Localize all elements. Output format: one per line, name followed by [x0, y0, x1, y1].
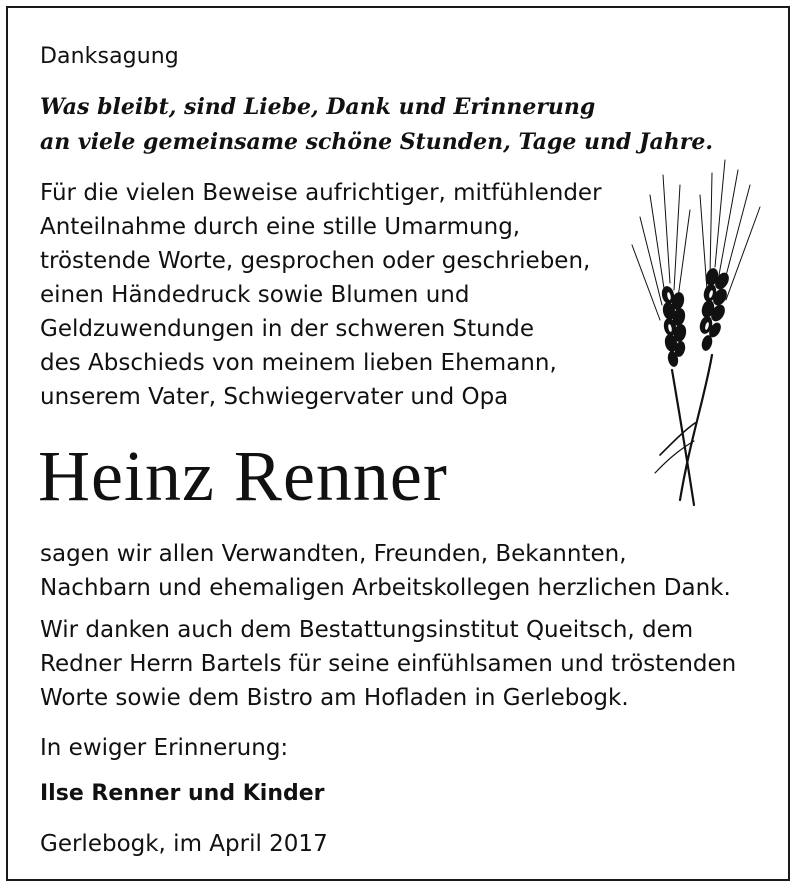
- intro-line-2: Anteilnahme durch eine stille Umarmung,: [40, 214, 521, 240]
- intro-line-4: einen Händedruck sowie Blumen und: [40, 282, 470, 308]
- place-date: Gerlebogk, im April 2017: [40, 831, 328, 857]
- additional-line-2: Redner Herrn Bartels für seine einfühlsamen und tröstenden: [40, 651, 737, 677]
- signature: Ilse Renner und Kinder: [40, 781, 325, 806]
- additional-line-1: Wir danken auch dem Bestattungsinstitut Queitsch, dem: [40, 617, 694, 643]
- motto-line-1: Was bleibt, sind Liebe, Dank und Erinnerung: [40, 94, 596, 120]
- deceased-name: Heinz Renner: [38, 436, 448, 516]
- motto-line-2: an viele gemeinsame schöne Stunden, Tage und Jahre.: [40, 129, 713, 155]
- wheat-icon: [620, 155, 770, 510]
- closing-text: In ewiger Erinnerung:: [40, 735, 289, 761]
- intro-line-3: tröstende Worte, gesprochen oder geschrieben,: [40, 248, 591, 274]
- thanks-line-2: Nachbarn und ehemaligen Arbeitskollegen herzlichen Dank.: [40, 575, 731, 601]
- intro-line-7: unserem Vater, Schwiegervater und Opa: [40, 384, 509, 410]
- intro-line-1: Für die vielen Beweise aufrichtiger, mitfühlender: [40, 180, 602, 206]
- thanks-line-1: sagen wir allen Verwandten, Freunden, Bekannten,: [40, 541, 627, 567]
- intro-line-5: Geldzuwendungen in der schweren Stunde: [40, 316, 535, 342]
- additional-line-3: Worte sowie dem Bistro am Hofladen in Gerlebogk.: [40, 685, 629, 711]
- heading: Danksagung: [40, 44, 179, 69]
- intro-line-6: des Abschieds von meinem lieben Ehemann,: [40, 350, 557, 376]
